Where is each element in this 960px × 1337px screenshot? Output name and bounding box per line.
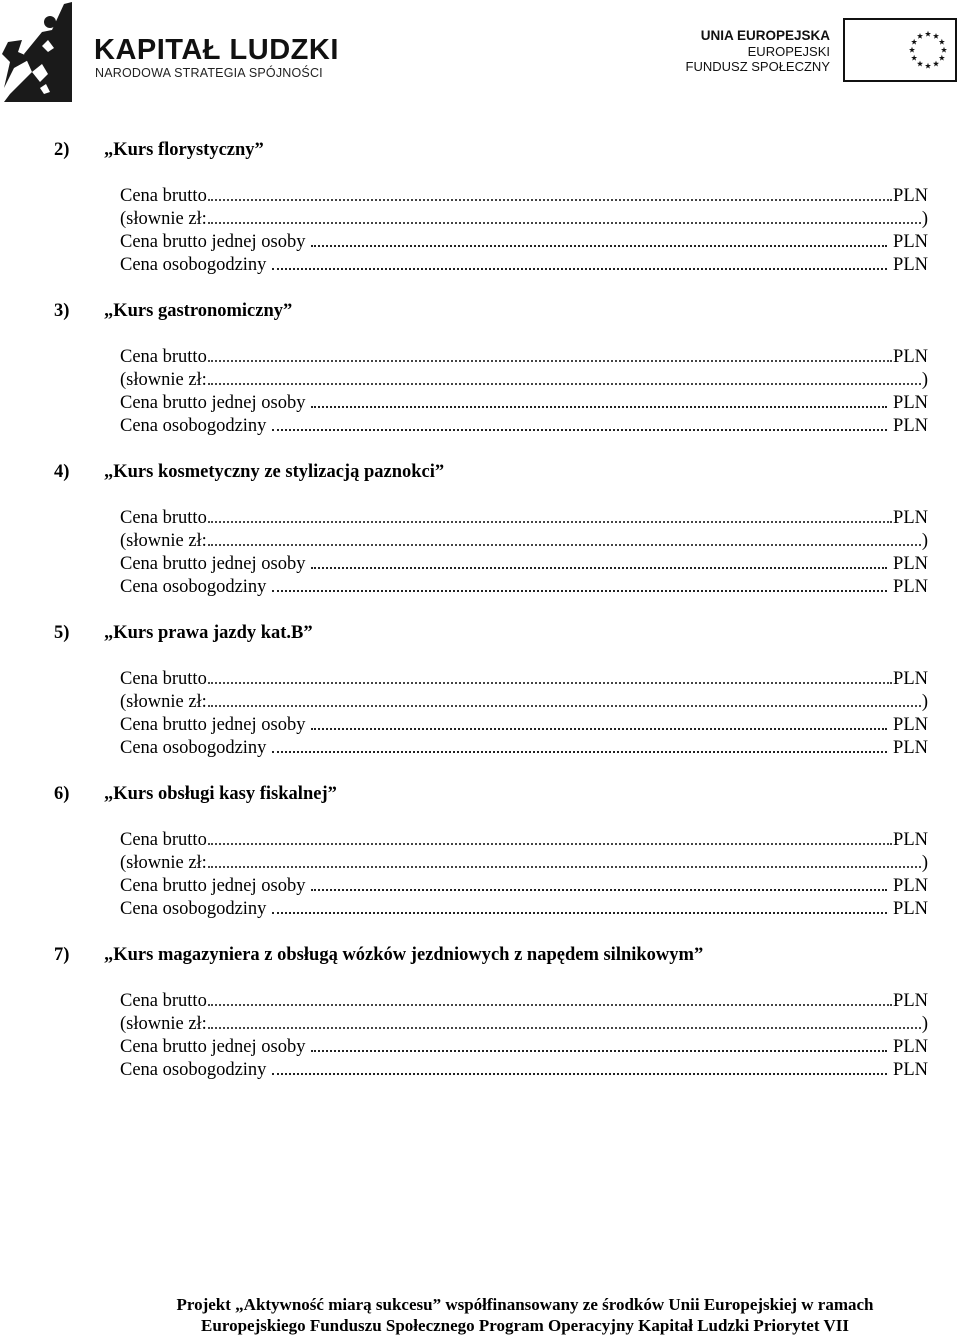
section-heading [54, 462, 444, 483]
footer-line-1: Projekt „Aktywność miarą sukcesu” współfinansowany ze środków Unii Europejskiej w ramach [176, 1295, 874, 1314]
field-suffix: PLN [893, 416, 928, 436]
fill-in-blank[interactable] [272, 576, 887, 592]
per-hour-row [120, 898, 928, 921]
fill-in-blank[interactable] [208, 208, 921, 224]
field-suffix: PLN [893, 991, 928, 1011]
eu-label-line2: EUROPEJSKI [747, 44, 830, 59]
field-label: Cena brutto [120, 347, 207, 367]
field-suffix: ) [921, 370, 928, 390]
footer-line-2: Europejskiego Funduszu Społecznego Program Operacyjny Kapitał Ludzki Priorytet VII [201, 1316, 849, 1335]
field-suffix: PLN [893, 669, 928, 689]
fill-in-blank[interactable] [272, 254, 887, 270]
section-number: 4) [54, 462, 70, 482]
words-row [120, 852, 928, 875]
field-suffix: ) [921, 1014, 928, 1034]
field-suffix: PLN [893, 554, 928, 574]
per-person-row [120, 875, 928, 898]
price-row [120, 185, 928, 208]
field-suffix: ) [921, 209, 928, 229]
field-label: Cena brutto jednej osoby [120, 232, 306, 252]
fill-in-blank[interactable] [311, 553, 887, 569]
price-row [120, 507, 928, 530]
fill-in-blank[interactable] [208, 990, 892, 1006]
section-title: „Kurs prawa jazdy kat.B” [104, 623, 313, 643]
field-label: Cena brutto jednej osoby [120, 393, 306, 413]
section-number: 5) [54, 623, 70, 643]
field-label: Cena brutto jednej osoby [120, 1037, 306, 1057]
field-suffix: ) [921, 853, 928, 873]
fill-in-blank[interactable] [272, 415, 887, 431]
per-hour-row [120, 576, 928, 599]
section-number: 6) [54, 784, 70, 804]
fill-in-blank[interactable] [272, 737, 887, 753]
fill-in-blank[interactable] [208, 829, 892, 845]
section-number: 2) [54, 140, 70, 160]
field-suffix: PLN [893, 1060, 928, 1080]
section-number: 7) [54, 945, 70, 965]
eu-label [670, 28, 830, 74]
words-row [120, 208, 928, 231]
field-suffix: PLN [893, 830, 928, 850]
per-person-row [120, 553, 928, 576]
section-title: „Kurs kosmetyczny ze stylizacją paznokci” [104, 462, 445, 482]
field-label: Cena brutto jednej osoby [120, 715, 306, 735]
per-person-row [120, 714, 928, 737]
fill-in-blank[interactable] [311, 392, 887, 408]
section-heading [54, 945, 703, 966]
section-heading [54, 623, 313, 644]
fill-in-blank[interactable] [208, 185, 892, 201]
field-suffix: PLN [893, 738, 928, 758]
field-label: Cena brutto [120, 669, 207, 689]
section-heading [54, 301, 292, 322]
field-suffix: PLN [893, 577, 928, 597]
field-label: Cena brutto [120, 830, 207, 850]
words-row [120, 530, 928, 553]
fill-in-blank[interactable] [208, 346, 892, 362]
section-title: „Kurs magazyniera z obsługą wózków jezdniowych z napędem silnikowym” [104, 945, 704, 965]
field-suffix: ) [921, 692, 928, 712]
field-label: Cena osobogodziny [120, 1060, 267, 1080]
eu-flag-icon [843, 18, 957, 82]
field-suffix: PLN [893, 347, 928, 367]
field-label: Cena brutto [120, 186, 207, 206]
fill-in-blank[interactable] [311, 231, 887, 247]
field-suffix: PLN [893, 186, 928, 206]
fill-in-blank[interactable] [208, 530, 921, 546]
section-title: „Kurs gastronomiczny” [104, 301, 293, 321]
field-label: Cena brutto jednej osoby [120, 876, 306, 896]
section-title: „Kurs obsługi kasy fiskalnej” [104, 784, 337, 804]
price-row [120, 829, 928, 852]
field-suffix: PLN [893, 715, 928, 735]
field-label: Cena brutto [120, 991, 207, 1011]
words-row [120, 1013, 928, 1036]
field-label: Cena brutto [120, 508, 207, 528]
page-header [0, 0, 960, 110]
fill-in-blank[interactable] [311, 875, 887, 891]
kapital-ludzki-logo-icon [2, 2, 82, 104]
section-heading [54, 140, 264, 161]
field-suffix: PLN [893, 876, 928, 896]
section-title: „Kurs florystyczny” [104, 140, 264, 160]
field-label: Cena osobogodziny [120, 255, 267, 275]
field-label: Cena osobogodziny [120, 416, 267, 436]
field-suffix: PLN [893, 255, 928, 275]
price-row [120, 346, 928, 369]
field-suffix: PLN [893, 1037, 928, 1057]
fill-in-blank[interactable] [208, 852, 921, 868]
field-suffix: PLN [893, 393, 928, 413]
field-label: (słownie zł: [120, 692, 207, 712]
field-suffix: PLN [893, 232, 928, 252]
words-row [120, 369, 928, 392]
fill-in-blank[interactable] [208, 507, 892, 523]
field-label: Cena brutto jednej osoby [120, 554, 306, 574]
section-number: 3) [54, 301, 70, 321]
fill-in-blank[interactable] [311, 714, 887, 730]
per-hour-row [120, 415, 928, 438]
per-hour-row [120, 737, 928, 760]
field-label: (słownie zł: [120, 209, 207, 229]
price-row [120, 990, 928, 1013]
field-suffix: PLN [893, 508, 928, 528]
field-label: Cena osobogodziny [120, 577, 267, 597]
logo-subtitle: NARODOWA STRATEGIA SPÓJNOŚCI [95, 66, 323, 80]
fill-in-blank[interactable] [208, 668, 892, 684]
price-row [120, 668, 928, 691]
words-row [120, 691, 928, 714]
field-label: (słownie zł: [120, 1014, 207, 1034]
field-suffix: ) [921, 531, 928, 551]
field-label: (słownie zł: [120, 531, 207, 551]
fill-in-blank[interactable] [208, 691, 921, 707]
per-person-row [120, 1036, 928, 1059]
field-label: Cena osobogodziny [120, 738, 267, 758]
section-heading [54, 784, 337, 805]
fill-in-blank[interactable] [272, 898, 887, 914]
fill-in-blank[interactable] [272, 1059, 887, 1075]
field-label: Cena osobogodziny [120, 899, 267, 919]
fill-in-blank[interactable] [208, 369, 921, 385]
fill-in-blank[interactable] [311, 1036, 887, 1052]
per-person-row [120, 392, 928, 415]
fill-in-blank[interactable] [208, 1013, 921, 1029]
field-label: (słownie zł: [120, 853, 207, 873]
per-hour-row [120, 254, 928, 277]
logo-title: KAPITAŁ LUDZKI [94, 34, 339, 66]
eu-label-line3: FUNDUSZ SPOŁECZNY [685, 59, 830, 74]
per-hour-row [120, 1059, 928, 1082]
per-person-row [120, 231, 928, 254]
page-footer [0, 1294, 960, 1336]
field-suffix: PLN [893, 899, 928, 919]
eu-label-line1: UNIA EUROPEJSKA [700, 28, 830, 43]
field-label: (słownie zł: [120, 370, 207, 390]
